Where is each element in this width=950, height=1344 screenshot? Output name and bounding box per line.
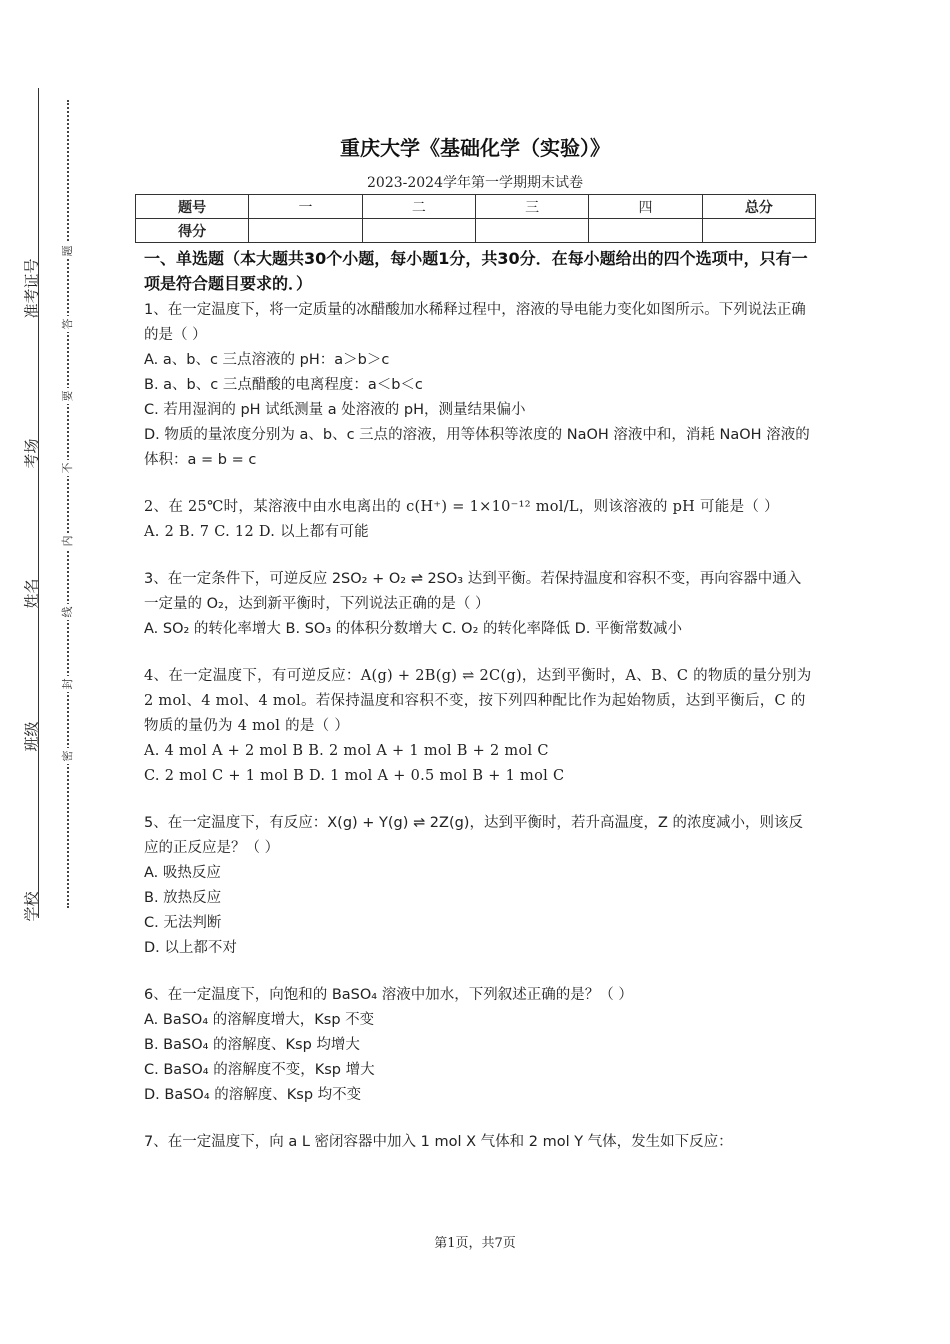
score-table-header-row bbox=[136, 195, 816, 219]
question-stem: 5、在一定温度下，有反应：X(g) + Y(g) ⇌ 2Z(g)，达到平衡时，若升高温度，Z 的浓度减小，则该反应的正反应是？（ ） bbox=[144, 815, 804, 856]
score-header-cell: 总分 bbox=[702, 195, 815, 219]
question-stem: 6、在一定温度下，向饱和的 BaSO₄ 溶液中加水，下列叙述正确的是？（ ） bbox=[144, 987, 633, 1003]
option-d: D. 以上都不对 bbox=[144, 940, 237, 956]
score-cell bbox=[702, 219, 815, 243]
question-stem: 1、在一定温度下，将一定质量的冰醋酸加水稀释过程中，溶液的导电能力变化如图所示。下列说法正确的是（ ） bbox=[144, 302, 806, 343]
margin-field-exam-room: 考场 bbox=[22, 438, 41, 469]
score-header-cell: 四 bbox=[589, 195, 702, 219]
question-stem: 4、在一定温度下，有可逆反应：A(g) + 2B(g) ⇌ 2C(g)，达到平衡时，A、B、C 的物质的量分别为 2 mol、4 mol、4 mol。若保持温度和容积不变，按下列四种配比作为起始物质，达到平衡后，C 的物质的量仍为 4 mol 的是（ ） bbox=[144, 668, 812, 734]
seal-dotted-line bbox=[67, 100, 69, 908]
exam-title: 重庆大学《基础化学（实验）》 bbox=[340, 136, 610, 160]
option-a: A. a、b、c 三点溶液的 pH：a＞b＞c bbox=[144, 352, 390, 368]
seal-char: 不 bbox=[62, 460, 74, 476]
score-header-cell: 题号 bbox=[136, 195, 249, 219]
question-2 bbox=[144, 495, 812, 545]
question-stem: 3、在一定条件下，可逆反应 2SO₂ + O₂ ⇌ 2SO₃ 达到平衡。若保持温度和容积不变，再向容器中通入一定量的 O₂，达到新平衡时，下列说法正确的是（ ） bbox=[144, 571, 802, 612]
question-options: A. 2 B. 7 C. 12 D. 以上都有可能 bbox=[144, 524, 369, 540]
score-header-cell: 三 bbox=[475, 195, 588, 219]
question-3 bbox=[144, 567, 812, 642]
seal-char: 封 bbox=[62, 676, 74, 692]
question-stem: 7、在一定温度下，向 a L 密闭容器中加入 1 mol X 气体和 2 mol Y 气体，发生如下反应： bbox=[144, 1134, 733, 1150]
question-options: A. SO₂ 的转化率增大 B. SO₃ 的体积分数增大 C. O₂ 的转化率降低 D. 平衡常数减小 bbox=[144, 621, 683, 637]
question-6 bbox=[144, 983, 812, 1108]
margin-field-class: 班级 bbox=[22, 721, 41, 752]
option-c: C. 若用湿润的 pH 试纸测量 a 处溶液的 pH，测量结果偏小 bbox=[144, 402, 526, 418]
option-a: A. BaSO₄ 的溶解度增大，Ksp 不变 bbox=[144, 1012, 375, 1028]
question-7 bbox=[144, 1130, 812, 1155]
seal-char: 密 bbox=[62, 748, 74, 764]
question-5 bbox=[144, 811, 812, 961]
score-row-label: 得分 bbox=[136, 219, 249, 243]
option-a: A. 吸热反应 bbox=[144, 865, 221, 881]
margin-field-name: 姓名 bbox=[22, 578, 41, 609]
option-d: D. BaSO₄ 的溶解度、Ksp 均不变 bbox=[144, 1087, 362, 1103]
page-footer: 第1页，共7页 bbox=[434, 1236, 516, 1251]
exam-subtitle: 2023-2024学年第一学期期末试卷 bbox=[367, 175, 583, 191]
option-d: D. 物质的量浓度分别为 a、b、c 三点的溶液，用等体积等浓度的 NaOH 溶液中和，消耗 NaOH 溶液的体积：a = b = c bbox=[144, 427, 810, 468]
margin-field-school: 学校 bbox=[22, 891, 41, 922]
binding-line bbox=[38, 88, 39, 918]
score-table bbox=[135, 194, 816, 243]
question-options: C. 2 mol C + 1 mol B D. 1 mol A + 0.5 mol B + 1 mol C bbox=[144, 768, 565, 784]
option-c: C. 无法判断 bbox=[144, 915, 222, 931]
score-header-cell: 一 bbox=[249, 195, 362, 219]
seal-char: 线 bbox=[62, 604, 74, 620]
score-cell bbox=[362, 219, 475, 243]
option-b: B. BaSO₄ 的溶解度、Ksp 均增大 bbox=[144, 1037, 360, 1053]
seal-char: 内 bbox=[62, 533, 74, 549]
option-c: C. BaSO₄ 的溶解度不变，Ksp 增大 bbox=[144, 1062, 375, 1078]
score-cell bbox=[475, 219, 588, 243]
seal-char: 题 bbox=[62, 243, 74, 259]
question-options: A. 4 mol A + 2 mol B B. 2 mol A + 1 mol B + 2 mol C bbox=[144, 743, 549, 759]
seal-char: 要 bbox=[62, 388, 74, 404]
exam-content bbox=[144, 246, 812, 1155]
question-1 bbox=[144, 298, 812, 473]
question-stem: 2、在 25℃时，某溶液中由水电离出的 c(H⁺) = 1×10⁻¹² mol/L，则该溶液的 pH 可能是（ ） bbox=[144, 499, 779, 515]
option-b: B. 放热反应 bbox=[144, 890, 222, 906]
question-4 bbox=[144, 664, 812, 789]
score-cell bbox=[589, 219, 702, 243]
score-table-score-row bbox=[136, 219, 816, 243]
section-title: 一、单选题（本大题共30个小题，每小题1分，共30分．在每小题给出的四个选项中，只有一项是符合题目要求的．） bbox=[144, 249, 808, 293]
margin-field-exam-id: 准考证号 bbox=[22, 258, 41, 319]
option-b: B. a、b、c 三点醋酸的电离程度：a＜b＜c bbox=[144, 377, 423, 393]
score-header-cell: 二 bbox=[362, 195, 475, 219]
seal-char: 答 bbox=[62, 316, 74, 332]
score-cell bbox=[249, 219, 362, 243]
